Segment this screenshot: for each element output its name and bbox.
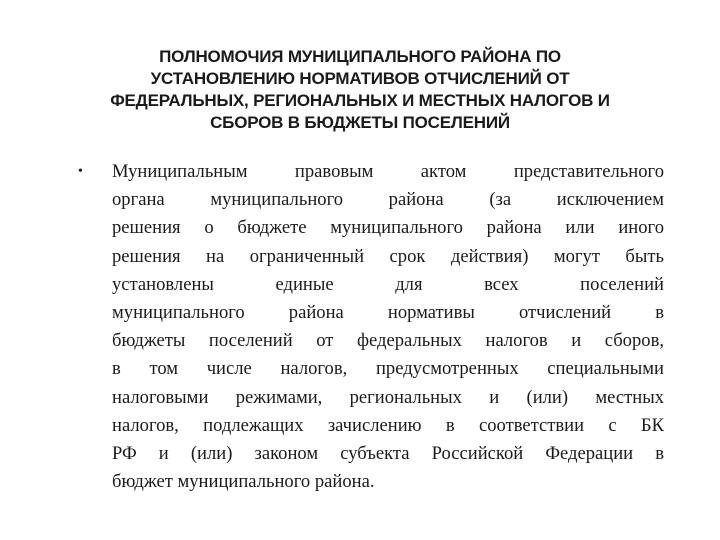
paragraph-line: органа муниципального района (за исключением (112, 189, 664, 211)
title-line: ПОЛНОМОЧИЯ МУНИЦИПАЛЬНОГО РАЙОНА ПО (159, 47, 561, 66)
bullet-paragraph (112, 158, 664, 496)
bullet-icon: • (78, 164, 83, 179)
paragraph-line: налогов, подлежащих зачислению в соответствии с БК (112, 414, 664, 436)
paragraph-line: РФ и (или) законом субъекта Российской Федерации в (112, 443, 664, 465)
paragraph-line: Муниципальным правовым актом представительного (112, 161, 664, 182)
paragraph-line: решения на ограниченный срок действия) могут быть (112, 245, 664, 267)
paragraph-line: налоговыми режимами, региональных и (или) местных (112, 386, 664, 408)
title-line: СБОРОВ В БЮДЖЕТЫ ПОСЕЛЕНИЙ (210, 113, 510, 132)
paragraph-line: в том числе налогов, предусмотренных специальными (112, 358, 664, 380)
title-line: ФЕДЕРАЛЬНЫХ, РЕГИОНАЛЬНЫХ И МЕСТНЫХ НАЛОГОВ И (110, 91, 610, 110)
paragraph-line: установлены единые для всех поселений (112, 273, 664, 295)
paragraph-line: бюджет муниципального района. (112, 471, 375, 493)
paragraph-line: бюджеты поселений от федеральных налогов и сборов, (112, 330, 664, 352)
paragraph-line: решения о бюджете муниципального района или иного (112, 217, 664, 239)
title-line: УСТАНОВЛЕНИЮ НОРМАТИВОВ ОТЧИСЛЕНИЙ ОТ (150, 69, 570, 88)
slide-title (40, 46, 680, 134)
bullet-list (78, 158, 664, 496)
paragraph-line: муниципального района нормативы отчислений в (112, 302, 664, 324)
